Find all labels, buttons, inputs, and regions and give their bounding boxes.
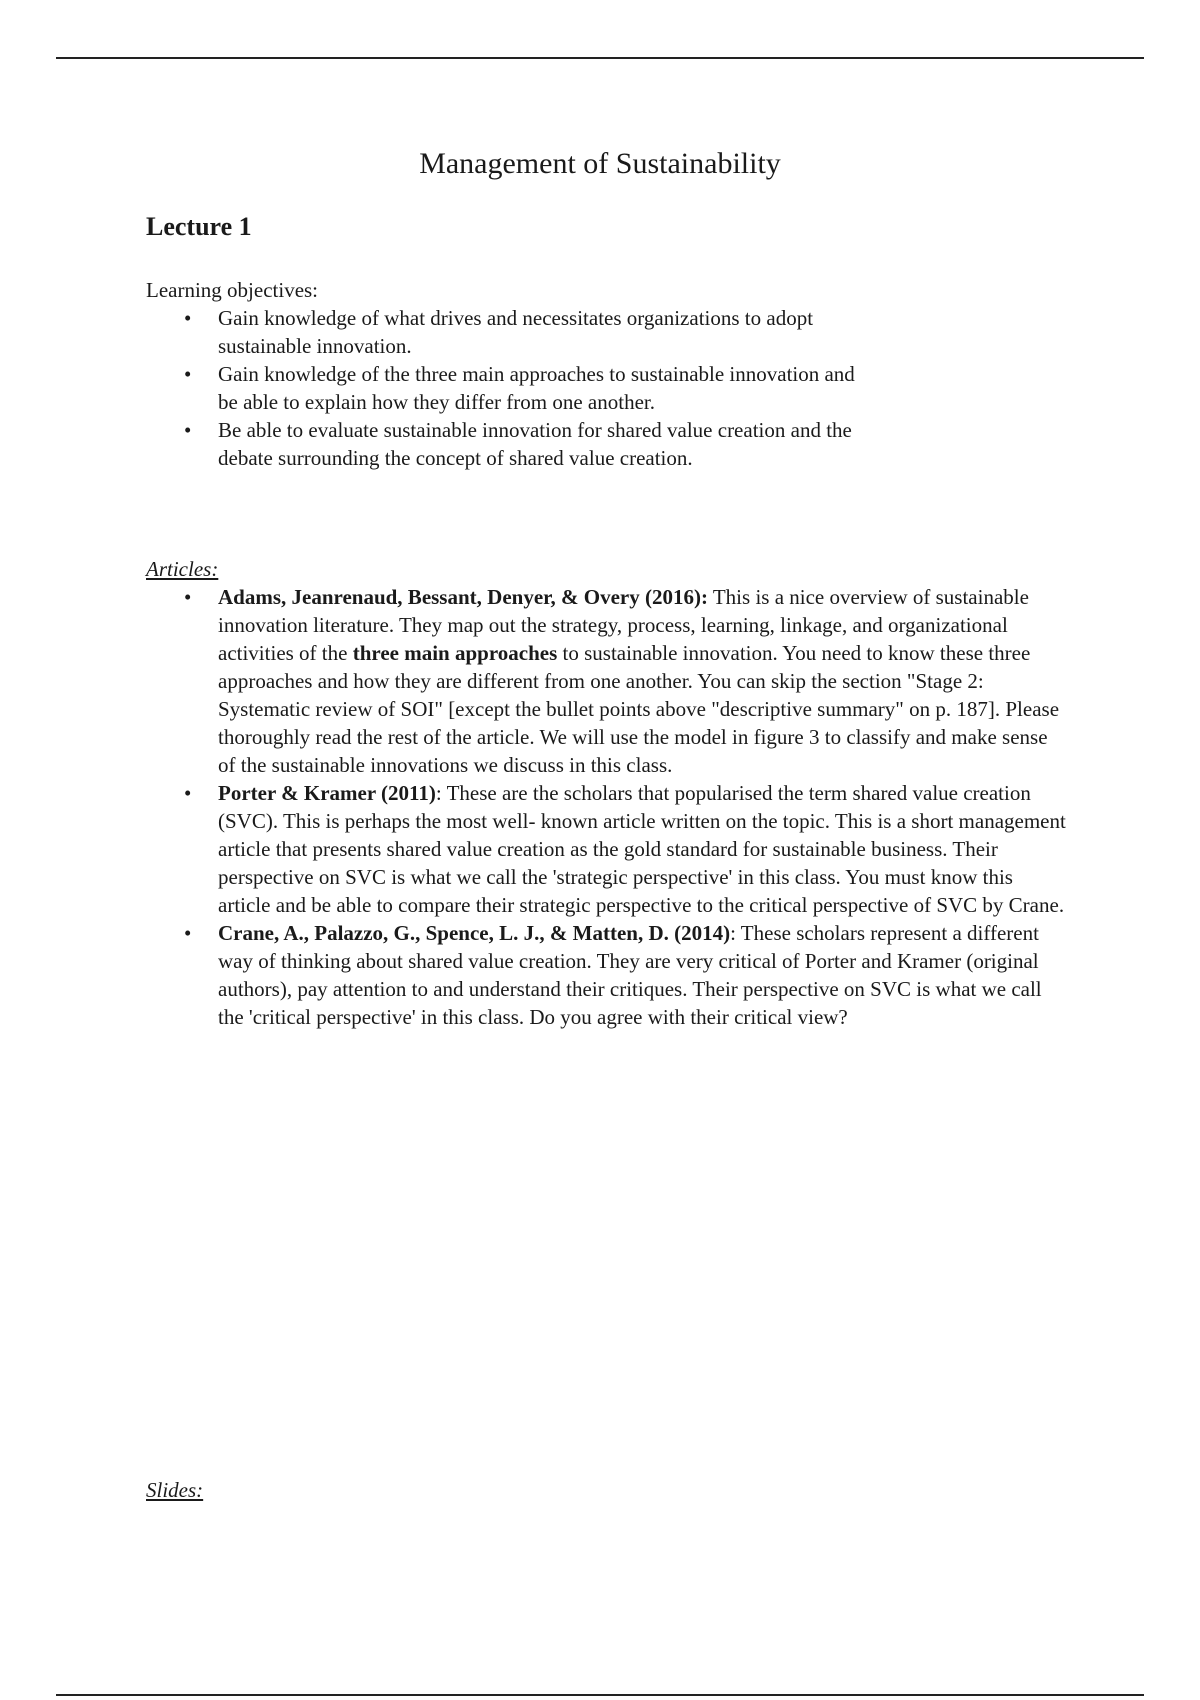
lecture-heading: Lecture 1 (146, 212, 252, 241)
list-item (146, 360, 858, 416)
list-item (146, 919, 1066, 1031)
article-author: Porter & Kramer (2011) (218, 781, 436, 805)
article-author: Crane, A., Palazzo, G., Spence, L. J., & Matten, D. (2014) (218, 921, 731, 945)
list-item (146, 304, 858, 360)
articles-list (146, 583, 1066, 1031)
articles-label: Articles: (146, 557, 219, 581)
bullet-icon: • (184, 306, 192, 330)
bullet-icon: • (184, 781, 192, 805)
bullet-icon: • (184, 418, 192, 442)
article-description: : These scholars represent a different way of thinking about shared value creation. They are very critical of Porter and Kramer (original authors), pay attention to and understand their critiques. Their perspective on SVC is what we call the 'critical perspective' in this class. Do you agree with their critical view? (218, 921, 1042, 1029)
page-title: Management of Sustainability (419, 147, 781, 180)
bullet-icon: • (184, 362, 192, 386)
article-description: This is a nice overview of sustainable innovation literature. They map out the strategy, process, learning, linkage, and organizational activities of the (218, 585, 1029, 665)
article-emphasis: three main approaches (352, 641, 558, 665)
bullet-icon: • (184, 921, 192, 945)
top-rule (56, 57, 1144, 59)
bottom-rule (56, 1694, 1144, 1696)
articles-section (146, 555, 1066, 1031)
objectives-list (146, 304, 866, 472)
learning-objectives-label: Learning objectives: (146, 278, 319, 302)
objective-text: Be able to evaluate sustainable innovation for shared value creation and the debate surrounding the concept of shared value creation. (218, 418, 852, 470)
article-description: to sustainable innovation. You need to know these three approaches and how they are different from one another. You can skip the section "Stage 2: Systematic review of SOI" [except the bullet points above "descriptive summary" on p. 187]. Please thoroughly read the rest of the article. We will use the model in figure 3 to classify and make sense of the sustainable innovations we discuss in this class. (218, 641, 1060, 777)
article-description: : These are the scholars that popularised the term shared value creation (SVC). This is perhaps the most well- known article written on the topic. This is a short management article that presents shared value creation as the gold standard for sustainable business. Their perspective on SVC is what we call the 'strategic perspective' in this class. You must know this article and be able to compare their strategic perspective to the critical perspective of SVC by Crane. (218, 781, 1066, 917)
list-item (146, 583, 1066, 779)
article-author: Adams, Jeanrenaud, Bessant, Denyer, & Overy (2016): (218, 585, 708, 609)
list-item (146, 779, 1066, 919)
objective-text: Gain knowledge of the three main approaches to sustainable innovation and be able to explain how they differ from one another. (218, 362, 855, 414)
slides-label: Slides: (146, 1478, 204, 1502)
bullet-icon: • (184, 585, 192, 609)
slides-section (146, 1476, 203, 1504)
list-item (146, 416, 858, 472)
objective-text: Gain knowledge of what drives and necessitates organizations to adopt sustainable innovation. (218, 306, 814, 358)
learning-objectives-section (146, 276, 866, 472)
